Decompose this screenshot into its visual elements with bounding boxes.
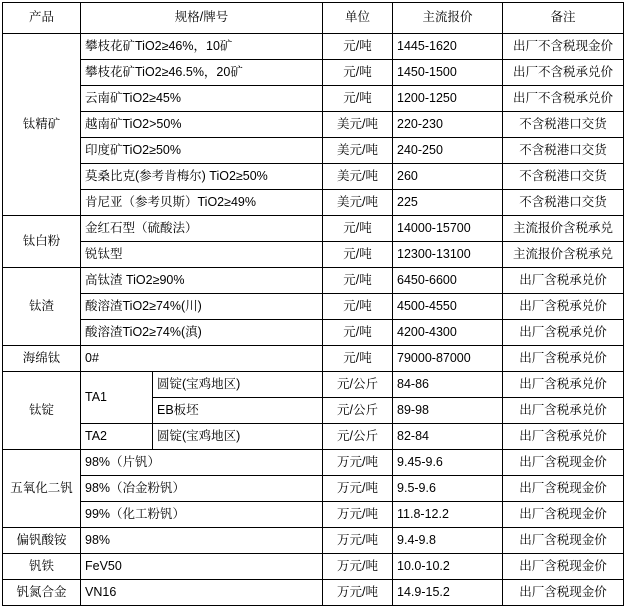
unit-cell: 万元/吨	[323, 528, 393, 554]
column-header-product: 产品	[3, 3, 81, 34]
spec-cell: 印度矿TiO2≥50%	[81, 138, 323, 164]
table-row	[3, 554, 624, 580]
price-cell: 1445-1620	[393, 34, 503, 60]
table-row	[3, 86, 624, 112]
spec-cell: 98%（片钒）	[81, 450, 323, 476]
unit-cell: 万元/吨	[323, 502, 393, 528]
note-cell: 出厂不含税现金价	[503, 34, 624, 60]
spec-cell: 酸溶渣TiO2≥74%(川)	[81, 294, 323, 320]
note-cell: 出厂不含税承兑价	[503, 86, 624, 112]
unit-cell: 元/公斤	[323, 398, 393, 424]
spec-cell: 云南矿TiO2≥45%	[81, 86, 323, 112]
note-cell: 出厂含税承兑价	[503, 320, 624, 346]
table-row	[3, 242, 624, 268]
note-cell: 出厂含税承兑价	[503, 398, 624, 424]
unit-cell: 元/吨	[323, 242, 393, 268]
table-row	[3, 112, 624, 138]
table-row	[3, 138, 624, 164]
note-cell: 出厂含税承兑价	[503, 424, 624, 450]
price-cell: 79000-87000	[393, 346, 503, 372]
unit-cell: 元/吨	[323, 216, 393, 242]
unit-cell: 元/吨	[323, 294, 393, 320]
spec-cell: 0#	[81, 346, 323, 372]
table-header-row	[3, 3, 624, 34]
price-cell: 11.8-12.2	[393, 502, 503, 528]
price-cell: 14.9-15.2	[393, 580, 503, 606]
spec-cell: 高钛渣 TiO2≥90%	[81, 268, 323, 294]
note-cell: 出厂含税承兑价	[503, 346, 624, 372]
note-cell: 不含税港口交货	[503, 164, 624, 190]
column-header-note: 备注	[503, 3, 624, 34]
note-cell: 出厂含税现金价	[503, 476, 624, 502]
column-header-unit: 单位	[323, 3, 393, 34]
unit-cell: 元/吨	[323, 346, 393, 372]
category-cell: 钛白粉	[3, 216, 81, 268]
spec-cell: 圆锭(宝鸡地区)	[153, 372, 323, 398]
spec-cell: 莫桑比克(参考肯梅尔) TiO2≥50%	[81, 164, 323, 190]
price-cell: 89-98	[393, 398, 503, 424]
table-row	[3, 268, 624, 294]
spec-cell: FeV50	[81, 554, 323, 580]
table-body	[3, 34, 624, 606]
price-cell: 1450-1500	[393, 60, 503, 86]
table-row	[3, 528, 624, 554]
price-cell: 6450-6600	[393, 268, 503, 294]
price-cell: 220-230	[393, 112, 503, 138]
unit-cell: 万元/吨	[323, 554, 393, 580]
note-cell: 不含税港口交货	[503, 138, 624, 164]
unit-cell: 元/吨	[323, 268, 393, 294]
unit-cell: 元/吨	[323, 320, 393, 346]
unit-cell: 元/吨	[323, 34, 393, 60]
unit-cell: 万元/吨	[323, 450, 393, 476]
grade-cell: TA2	[81, 424, 153, 450]
note-cell: 不含税港口交货	[503, 190, 624, 216]
note-cell: 出厂含税现金价	[503, 502, 624, 528]
note-cell: 主流报价含税承兑	[503, 242, 624, 268]
table-row	[3, 164, 624, 190]
table-row	[3, 580, 624, 606]
category-cell: 钛渣	[3, 268, 81, 346]
unit-cell: 万元/吨	[323, 476, 393, 502]
note-cell: 出厂含税现金价	[503, 528, 624, 554]
table-row	[3, 216, 624, 242]
table-row	[3, 60, 624, 86]
price-table	[2, 2, 624, 606]
price-cell: 14000-15700	[393, 216, 503, 242]
table-header	[3, 3, 624, 34]
spec-cell: 酸溶渣TiO2≥74%(滇)	[81, 320, 323, 346]
note-cell: 主流报价含税承兑	[503, 216, 624, 242]
table-row	[3, 502, 624, 528]
spec-cell: 金红石型（硫酸法）	[81, 216, 323, 242]
price-cell: 12300-13100	[393, 242, 503, 268]
table-row	[3, 372, 624, 398]
price-cell: 10.0-10.2	[393, 554, 503, 580]
grade-cell: TA1	[81, 372, 153, 424]
unit-cell: 元/吨	[323, 60, 393, 86]
spec-cell: 攀枝花矿TiO2≥46.5%，20矿	[81, 60, 323, 86]
spec-cell: 越南矿TiO2>50%	[81, 112, 323, 138]
category-cell: 海绵钛	[3, 346, 81, 372]
price-cell: 9.4-9.8	[393, 528, 503, 554]
price-cell: 84-86	[393, 372, 503, 398]
price-cell: 1200-1250	[393, 86, 503, 112]
note-cell: 出厂不含税承兑价	[503, 60, 624, 86]
unit-cell: 元/吨	[323, 86, 393, 112]
column-header-spec: 规格/牌号	[81, 3, 323, 34]
table-row	[3, 476, 624, 502]
spec-cell: EB板坯	[153, 398, 323, 424]
category-cell: 五氧化二钒	[3, 450, 81, 528]
spec-cell: 圆锭(宝鸡地区)	[153, 424, 323, 450]
spec-cell: 锐钛型	[81, 242, 323, 268]
unit-cell: 美元/吨	[323, 190, 393, 216]
unit-cell: 元/公斤	[323, 424, 393, 450]
spec-cell: 肯尼亚（参考贝斯）TiO2≥49%	[81, 190, 323, 216]
category-cell: 钛精矿	[3, 34, 81, 216]
note-cell: 出厂含税承兑价	[503, 294, 624, 320]
table-row	[3, 34, 624, 60]
table-row	[3, 320, 624, 346]
price-cell: 260	[393, 164, 503, 190]
unit-cell: 美元/吨	[323, 138, 393, 164]
price-cell: 225	[393, 190, 503, 216]
table-row	[3, 346, 624, 372]
note-cell: 出厂含税承兑价	[503, 268, 624, 294]
note-cell: 出厂含税现金价	[503, 450, 624, 476]
price-cell: 82-84	[393, 424, 503, 450]
spec-cell: 98%（冶金粉钒）	[81, 476, 323, 502]
price-cell: 240-250	[393, 138, 503, 164]
category-cell: 偏钒酸铵	[3, 528, 81, 554]
price-cell: 9.5-9.6	[393, 476, 503, 502]
price-cell: 4200-4300	[393, 320, 503, 346]
note-cell: 出厂含税现金价	[503, 580, 624, 606]
note-cell: 出厂含税承兑价	[503, 372, 624, 398]
category-cell: 钒铁	[3, 554, 81, 580]
table-row	[3, 294, 624, 320]
table-row	[3, 424, 624, 450]
spec-cell: 99%（化工粉钒）	[81, 502, 323, 528]
note-cell: 不含税港口交货	[503, 112, 624, 138]
spec-cell: VN16	[81, 580, 323, 606]
spec-cell: 攀枝花矿TiO2≥46%，10矿	[81, 34, 323, 60]
unit-cell: 美元/吨	[323, 112, 393, 138]
spec-cell: 98%	[81, 528, 323, 554]
note-cell: 出厂含税现金价	[503, 554, 624, 580]
unit-cell: 万元/吨	[323, 580, 393, 606]
price-cell: 9.45-9.6	[393, 450, 503, 476]
category-cell: 钒氮合金	[3, 580, 81, 606]
unit-cell: 元/公斤	[323, 372, 393, 398]
category-cell: 钛锭	[3, 372, 81, 450]
price-cell: 4500-4550	[393, 294, 503, 320]
table-row	[3, 190, 624, 216]
unit-cell: 美元/吨	[323, 164, 393, 190]
column-header-price: 主流报价	[393, 3, 503, 34]
table-row	[3, 450, 624, 476]
